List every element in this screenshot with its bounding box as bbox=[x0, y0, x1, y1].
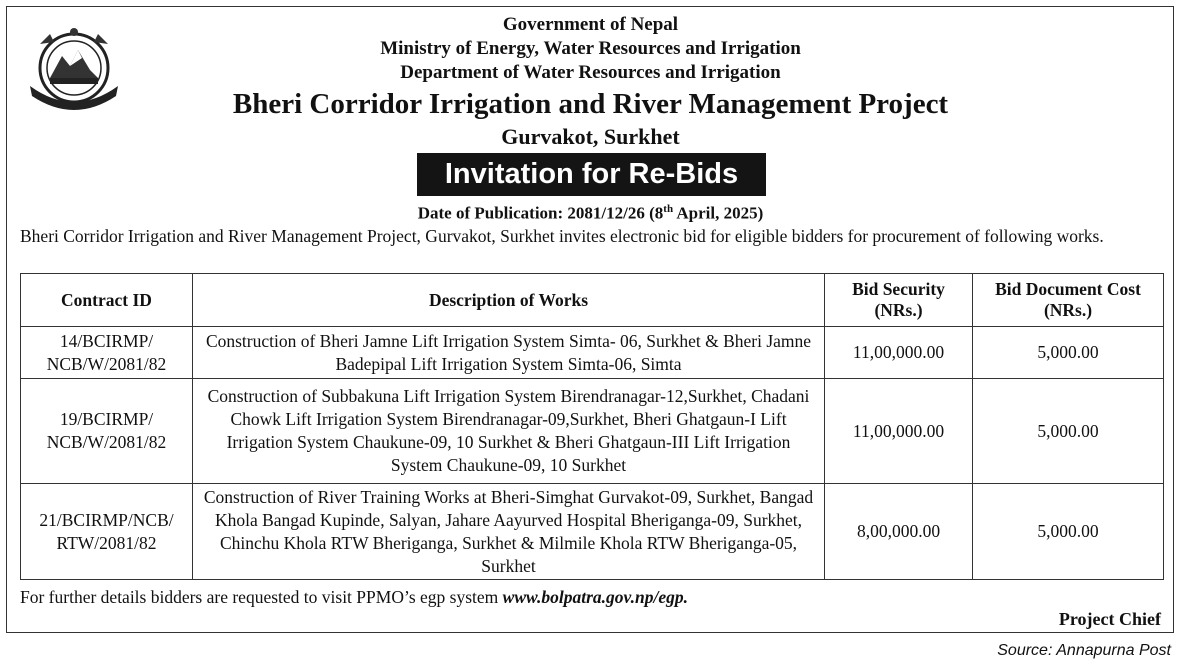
footer-note: For further details bidders are requested to visit PPMO’s egp system www.bolpatra.gov.np/egp. bbox=[20, 587, 689, 607]
contract-id-cell: 14/BCIRMP/ NCB/W/2081/82 bbox=[21, 327, 193, 379]
table-row bbox=[21, 484, 1164, 580]
publication-date: Date of Publication: 2081/12/26 (8th April, 2025) bbox=[417, 203, 764, 223]
egp-link[interactable]: www.bolpatra.gov.np/egp. bbox=[502, 587, 689, 607]
signature: Project Chief bbox=[1058, 609, 1161, 629]
bid-security-cell: 11,00,000.00 bbox=[825, 327, 973, 379]
table-row bbox=[21, 327, 1164, 379]
government-heading: Government of Nepal bbox=[502, 14, 679, 35]
doc-cost-header: Bid Document Cost (NRs.) bbox=[973, 274, 1164, 327]
doc-cost-cell: 5,000.00 bbox=[973, 484, 1164, 580]
notice-title: Invitation for Re-Bids bbox=[417, 153, 766, 196]
contract-id-cell: 19/BCIRMP/ NCB/W/2081/82 bbox=[21, 379, 193, 484]
contract-id-header: Contract ID bbox=[21, 274, 193, 327]
doc-cost-cell: 5,000.00 bbox=[973, 379, 1164, 484]
contract-id-cell: 21/BCIRMP/NCB/ RTW/2081/82 bbox=[21, 484, 193, 580]
works-table bbox=[20, 273, 1164, 580]
bid-security-cell: 8,00,000.00 bbox=[825, 484, 973, 580]
department-heading: Department of Water Resources and Irrigation bbox=[400, 62, 781, 83]
description-cell: Construction of Subbakuna Lift Irrigation System Birendranagar-12,Surkhet, Chadani Chowk Lift Irrigation System Birendranagar-09,Surkhet, Bheri Ghatgaun-I Lift Irrigation System Chaukune-09, 10 Surkhet & Bheri Ghatgaun-III Lift Irrigation System Chaukune-09, 10 Surkhet bbox=[193, 379, 825, 484]
description-cell: Construction of River Training Works at Bheri-Simghat Gurvakot-09, Surkhet, Bangad Khola Bangad Kupinde, Salyan, Jahare Aayurved Hospital Bheriganga-09, Surkhet, Chinchu Khola RTW Bheriganga, Surkhet & Milmile Khola RTW Bheriganga-05, Surkhet bbox=[193, 484, 825, 580]
description-header: Description of Works bbox=[193, 274, 825, 327]
location-heading: Gurvakot, Surkhet bbox=[501, 124, 680, 149]
table-row bbox=[21, 379, 1164, 484]
project-heading: Bheri Corridor Irrigation and River Management Project bbox=[232, 88, 949, 120]
doc-cost-cell: 5,000.00 bbox=[973, 327, 1164, 379]
ministry-heading: Ministry of Energy, Water Resources and Irrigation bbox=[380, 38, 801, 59]
table-header-row bbox=[21, 274, 1164, 327]
description-cell: Construction of Bheri Jamne Lift Irrigation System Simta- 06, Surkhet & Bheri Jamne Badepipal Lift Irrigation System Simta-06, Simta bbox=[193, 327, 825, 379]
bid-security-header: Bid Security (NRs.) bbox=[825, 274, 973, 327]
intro-paragraph: Bheri Corridor Irrigation and River Management Project, Gurvakot, Surkhet invites electronic bid for eligible bidders for procurement of following works. bbox=[20, 226, 1104, 246]
bid-security-cell: 11,00,000.00 bbox=[825, 379, 973, 484]
source-credit: Source: Annapurna Post bbox=[997, 642, 1171, 659]
